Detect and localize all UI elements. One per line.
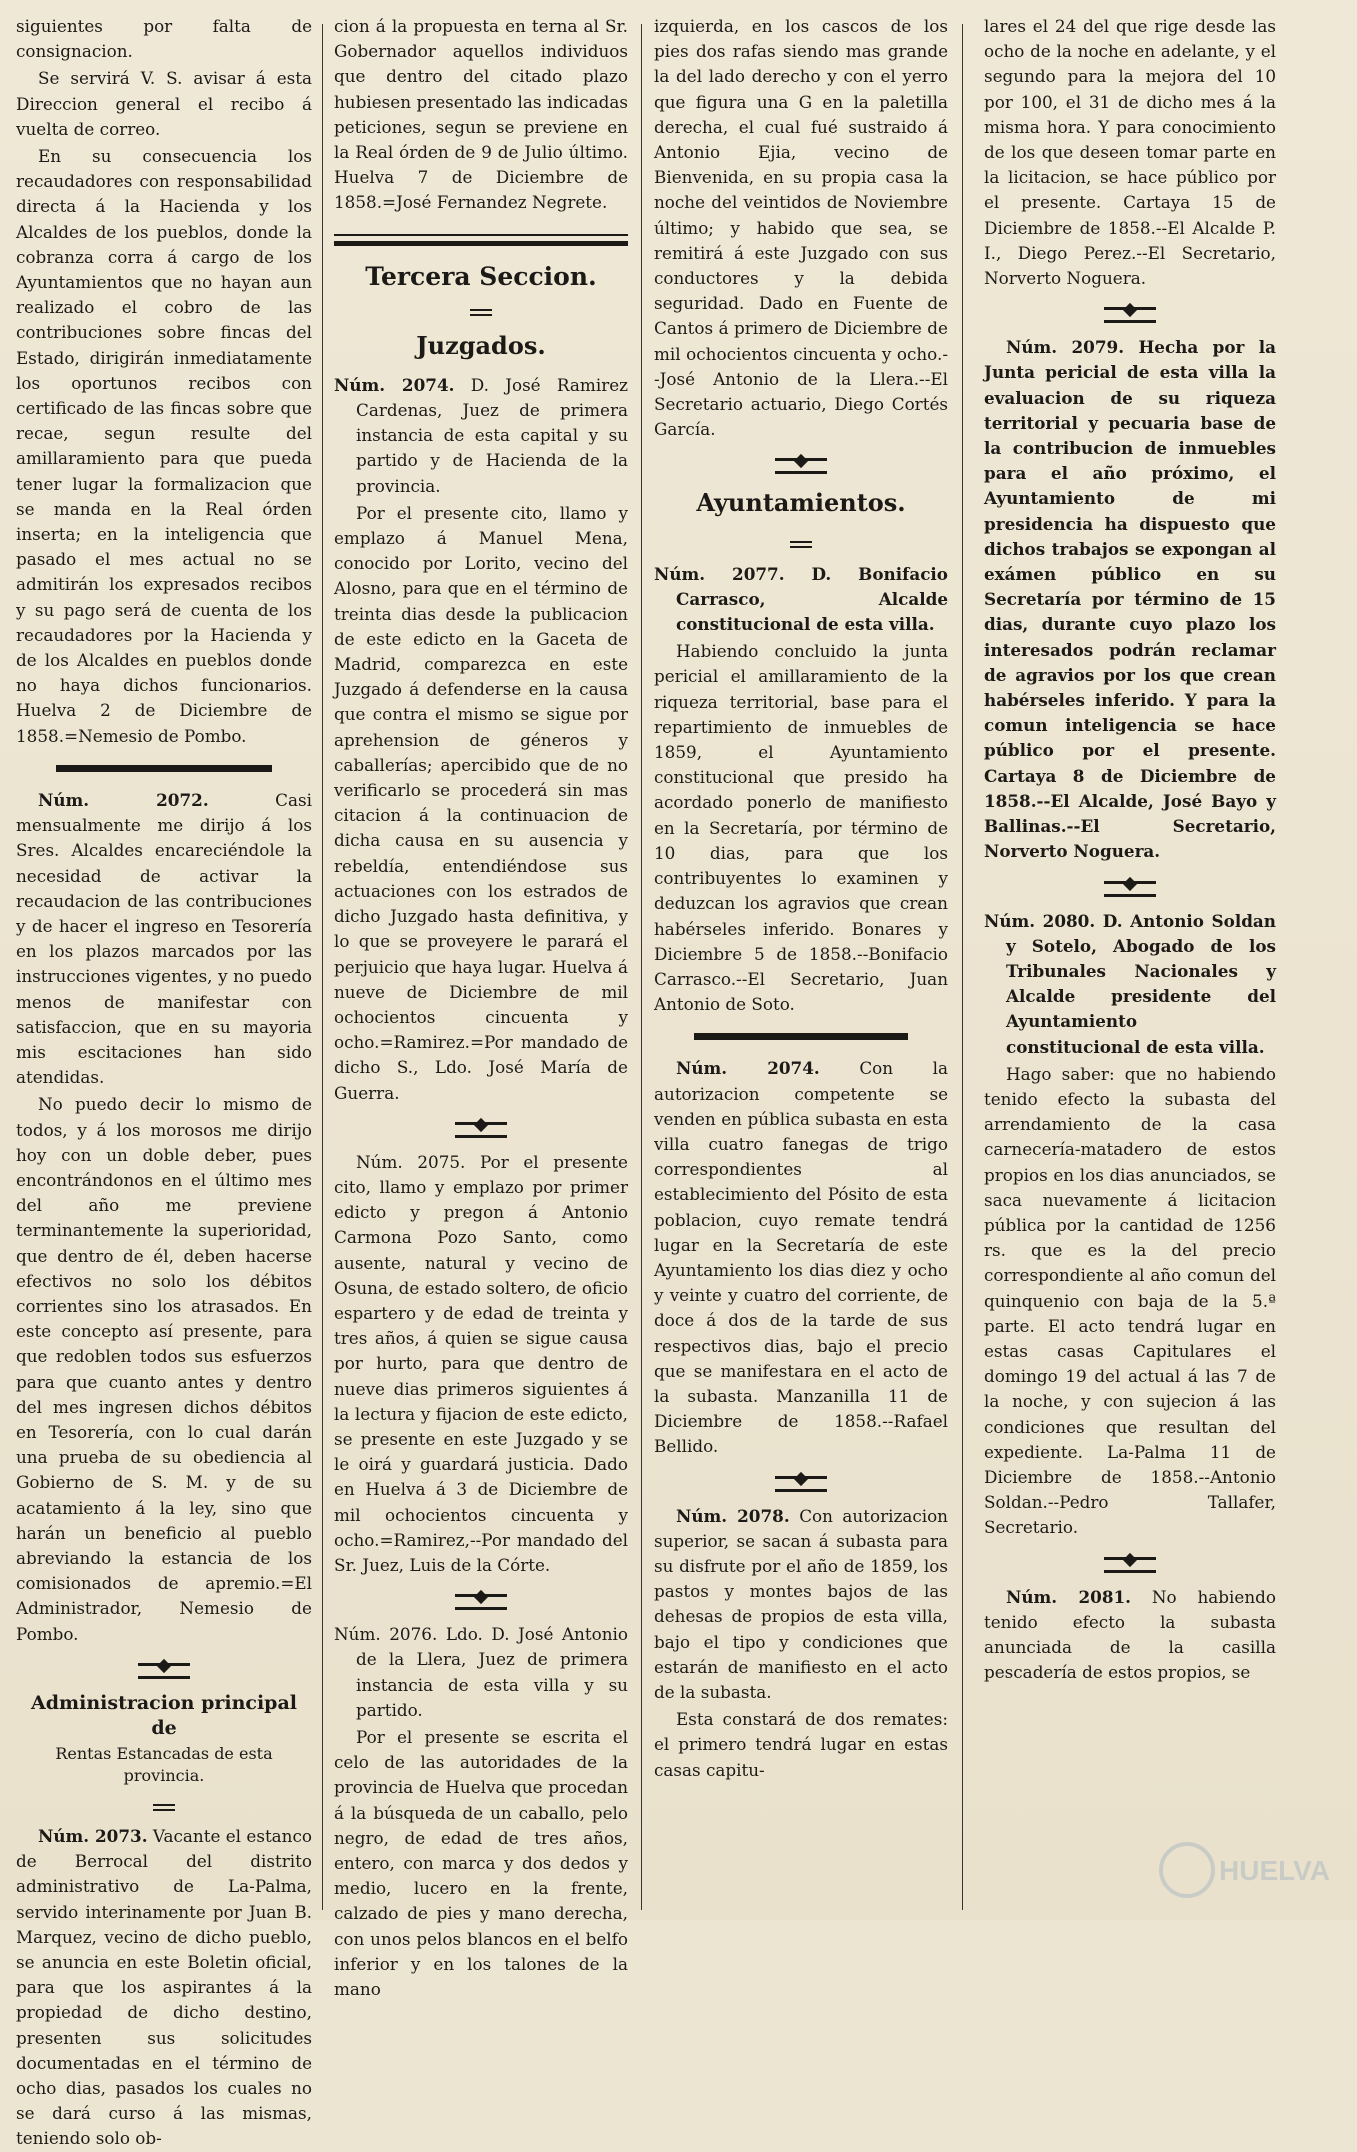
ornament-divider [984,305,1276,323]
notice-number: Núm. 2074. [676,1058,820,1079]
ornament-divider [654,1474,948,1492]
paragraph: Hago saber: que no habiendo tenido efecto la subasta del arrendamiento de la casa carnecería-matadero de estos propios en los dias anunciados, se saca nuevamente á licitacion pública por la cantidad de 1256 rs. que es la del precio correspondiente al año comun del quinquenio con baja de la 5.ª parte. El acto tendrá lugar en estas casas Capitulares el domingo 19 del actual á las 7 de la noche, y con sujecion á las condiciones que resultan del expediente. La-Palma 11 de Diciembre de 1858.--Antonio Soldan.--Pedro Tallafer, Secretario. [984,1063,1276,1538]
notice-2074b [654,1056,948,1459]
notice-2080 [984,909,1276,1060]
paragraph: Esta constará de dos remates: el primero tendrá lugar en estas casas capitu- [654,1709,948,1780]
notice-2073 [16,1824,312,2152]
notice-2076 [334,1622,628,1723]
notice-text: Vacante el estanco de Berrocal del distrito administrativo de La-Palma, servido interinamente por Juan B. Marquez, vecino de dicho pueblo, se anuncia en este Boletin oficial, para que los aspirantes á la propiedad de dicho destino, presenten sus solicitudes documentadas en el término de ocho dias, pasados los cuales no se dará curso á las mismas, teniendo solo ob- [16,1826,312,2149]
notice-2079 [984,335,1276,864]
paragraph: cion á la propuesta en terna al Sr. Gobernador aquellos individuos que dentro del citado plazo hubiesen presentado las indicadas peticiones, segun se previene en la Real órden de 9 de Julio último. Huelva 7 de Diciembre de 1858.=José Fernandez Negrete. [334,16,628,213]
notice-number: Núm. 2080. [984,910,1096,931]
paragraph: Por el presente cito, llamo y emplazo á Manuel Mena, conocido por Lorito, vecino del Alosno, para que en el término de treinta dias desde la publicacion de este edicto en la Gaceta de Madrid, comparezca en este Juzgado á defenderse en la causa que contra el mismo se sigue por aprehension de géneros y caballerías; apercibido que de no verificarlo se procederá sin mas citacion á la continuacion de dicha causa en su ausencia y rebeldía, entendiéndose sus actuaciones con los estrados de dicho Juzgado hasta definitiva, y lo que se proveyere le parará el perjuicio que haya lugar. Huelva á nueve de Diciembre de mil ochocientos cincuenta y ocho.=Ramirez.=Por mandado de dicho S., Ldo. José María de Guerra. [334,502,628,1103]
notice-number: Núm. 2079. [1006,337,1125,358]
section-subheading: Rentas Estancadas de esta provincia. [55,1743,273,1785]
paragraph: izquierda, en los cascos de los pies dos rafas siendo mas grande la del lado derecho y con el yerro que figura una G en la paletilla derecha, el cual fué sustraido á Antonio Ejia, vecino de Bienvenida, en su propia casa la noche del veintidos de Noviembre último; y habido que sea, se remitirá á este Juzgado con sus conductores y la debida seguridad. Dado en Fuente de Cantos á primero de Diciembre de mil ochocientos cincuenta y ocho.--José Antonio de la Llera.--El Secretario actuario, Diego Cortés García. [654,16,948,440]
notice-text: Casi mensualmente me dirijo á los Sres. Alcaldes encareciéndole la necesidad de activar la recaudacion de las contribuciones y de hacer el ingreso en Tesorería en los plazos marcados por las instrucciones vigentes, y no puedo menos de manifestar con satisfaccion, que en su mayoria mis escitaciones han sido atendidas. [16,789,312,1088]
ornament-divider [334,1120,628,1138]
section-rule [334,234,628,246]
paragraph: Por el presente se escrita el celo de las autoridades de la provincia de Huelva que procedan á la búsqueda de un caballo, pelo negro, de edad de tres años, entero, con marca y dos dedos y medio, lucero en la frente, calzado de pies y mano derecha, con unos pelos blancos en el belfo inferior y en los talones de la mano [334,1726,628,2000]
notice-2072 [16,788,312,1090]
notice-text: Con la autorizacion competente se venden en pública subasta en esta villa cuatro fanegas de trigo correspondientes al establecimiento del Pósito de esta poblacion, cuyo remate tendrá lugar en la Secretaría de este Ayuntamiento los dias diez y ocho y veinte y cuatro del corriente, de doce á dos de la tarde de sus respectivos dias, bajo el precio que se manifestara en el acto de la subasta. Manzanilla 11 de Diciembre de 1858.--Rafael Bellido. [654,1058,948,1457]
paragraph: En su consecuencia los recaudadores con responsabilidad directa á la Hacienda y los Alcaldes de los pueblos, donde la cobranza corra á cargo de los Ayuntamientos que no hayan aun realizado el cobro de las contribuciones sobre fincas del Estado, dirigirán inmediatamente los oportunos recibos con certificado de las fincas sobre que recae, segun resulte del amillaramiento para que pueda tener lugar la formalizacion que se manda en la Real órden inserta; en la inteligencia que pasado el mes actual no se admitirán los expresados recibos y su pago será de cuenta de los recaudadores por la Hacienda y de los Alcaldes en pueblos donde no haya dichos funcionarios. Huelva 2 de Diciembre de 1858.=Nemesio de Pombo. [16,146,312,746]
ornament-divider [654,456,948,474]
paragraph: lares el 24 del que rige desde las ocho de la noche en adelante, y el segundo para la mejora del 10 por 100, el 31 de dicho mes á la misma hora. Y para conocimiento de los que deseen tomar parte en la licitacion, se hace público por el presente. Cartaya 15 de Diciembre de 1858.--El Alcalde P. I., Diego Perez.--El Secretario, Norverto Noguera. [984,16,1276,289]
notice-heading: D. Bonifacio Carrasco, Alcalde constitucional de esta villa. [676,563,948,635]
notice-2074 [334,373,628,499]
column-rule [322,24,323,1910]
notice-text: Con autorizacion superior, se sacan á subasta para su disfrute por el año de 1859, los pastos y montes bajos de las dehesas de propios de esta villa, bajo el tipo y condiciones que estarán de manifiesto en el acto de la subasta. [654,1505,948,1702]
column-3 [654,14,948,1909]
notice-number: Núm. 2076. [334,1624,438,1645]
paragraph: No puedo decir lo mismo de todos, y á los morosos me dirijo hoy con un doble deber, pues encontrándonos en el último mes del año me previene terminantemente la superioridad, que dentro de él, deben hacerse efectivos no solo los débitos corrientes sino los atrasados. En este concepto así presente, para que redoblen todos sus esfuerzos para que cuanto antes y dentro del mes ingresen dichos débitos en Tesorería, con lo cual darán una prueba de su obediencia al Gobierno de S. M. y de su acatamiento á la ley, sino que harán un beneficio al pueblo abreviando la estancia de los comisionados de apremio.=El Administrador, Nemesio de Pombo. [16,1094,312,1644]
subsection-title: Juzgados. [416,330,546,360]
ornament-divider [334,1592,628,1610]
stamp-text: HUELVA [1219,1855,1330,1886]
library-stamp-icon [1157,1830,1330,1910]
ornament-divider [984,1555,1276,1573]
paragraph: Se servirá V. S. avisar á esta Direccion general el recibo á vuelta de correo. [16,68,312,139]
subsection-title: Ayuntamientos. [696,488,906,518]
paragraph: Habiendo concluido la junta pericial el amillaramiento de la riqueza territorial, base para el repartimiento de inmuebles de 1859, el Ayuntamiento constitucional que presido ha acordado ponerlo de manifiesto en la Secretaría, por término de 10 dias, para que los contribuyentes lo examinen y deduzcan los agravios que crean habérseles inferido. Bonares y Diciembre 5 de 1858.--Bonifacio Carrasco.--El Secretario, Juan Antonio de Soto. [654,641,948,1015]
section-heading: Administracion principal de [31,1691,297,1739]
divider [694,1033,908,1040]
notice-text: Hecha por la Junta pericial de esta villa la evaluacion de su riqueza territorial y pecuaria base de la contribucion de inmuebles para el año próximo, el Ayuntamiento de mi presidencia ha dispuesto que dichos trabajos se expongan al exámen público en su Secretaría por término de 15 dias, durante cuyo plazo los interesados podrán reclamar de agravios por los que crean habérseles inferido. Y para la comun inteligencia se hace público por el presente. Cartaya 8 de Diciembre de 1858.--El Alcalde, José Bayo y Ballinas.--El Secretario, Norverto Noguera. [984,337,1277,862]
column-1 [16,14,312,2149]
divider [56,765,272,772]
ornament-divider [984,879,1276,897]
column-rule [962,24,963,1910]
section-title: Tercera Seccion. [365,261,597,291]
notice-text: Por el presente cito, llamo y emplazo por primer edicto y pregon á Antonio Carmona Pozo Santo, como ausente, natural y vecino de Osuna, de estado soltero, de oficio espartero y de edad de treinta y tres años, á quien se sigue causa por hurto, para que dentro de nueve dias primeros siguientes á la lectura y fijacion de este edicto, se presente en este Juzgado y se le oirá y guardará justicia. Dado en Huelva á 3 de Diciembre de mil ochocientos cincuenta y ocho.=Ramirez,--Por mandado del Sr. Juez, Luis de la Córte. [334,1151,628,1575]
dash-divider [16,1793,312,1818]
dash-divider [654,530,948,555]
notice-2077 [654,562,948,638]
notice-heading: D. Antonio Soldan y Sotelo, Abogado de los Tribunales Nacionales y Alcalde presidente del Ayuntamiento constitucional de esta villa. [1006,910,1277,1057]
notice-number: Núm. 2073. [38,1826,148,1846]
notice-2078 [654,1504,948,1706]
notice-heading: D. José Ramirez Cardenas, Juez de primera instancia de esta capital y su partido y de Hacienda de la provincia. [356,374,628,496]
dash-divider [334,298,628,323]
paragraph: siguientes por falta de consignacion. [16,16,312,62]
notice-number: Núm. 2081. [1006,1586,1132,1607]
notice-2081 [984,1585,1276,1686]
notice-heading: Ldo. D. José Antonio de la Llera, Juez de primera instancia de esta villa y su partido. [356,1624,628,1720]
notice-number: Núm. 2075. [356,1151,466,1172]
notice-number: Núm. 2077. [654,563,785,584]
notice-text: No habiendo tenido efecto la subasta anunciada de la casilla pescadería de estos propios, se [984,1586,1276,1683]
ornament-divider [16,1661,312,1679]
notice-2075 [334,1150,628,1578]
column-rule [641,24,642,1910]
notice-number: Núm. 2072. [38,789,209,810]
column-4 [984,14,1276,1909]
notice-number: Núm. 2078. [676,1505,790,1526]
notice-number: Núm. 2074. [334,374,455,395]
column-2 [334,14,628,2000]
